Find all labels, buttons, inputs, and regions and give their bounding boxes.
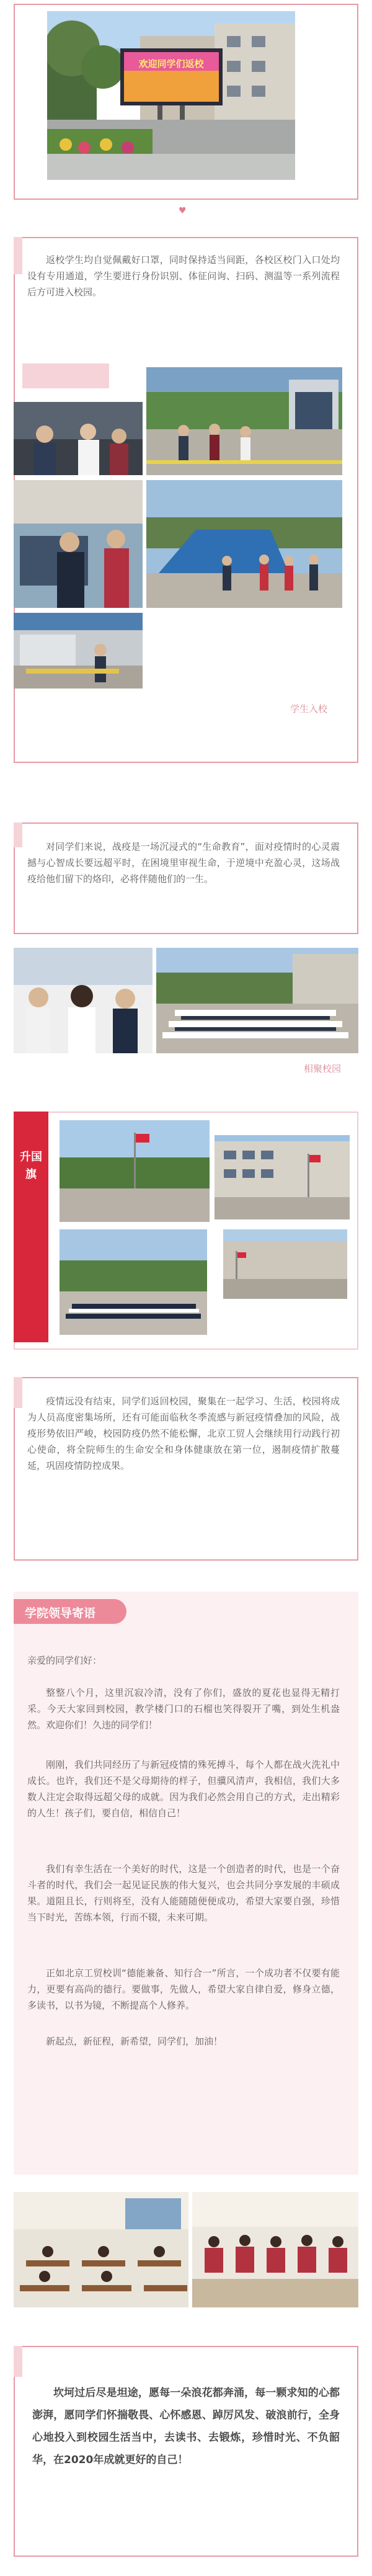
- gathering-photo-2: [156, 948, 358, 1053]
- message-paragraph-4: 正如北京工贸校训“德能兼备、知行合一”所言，一个成功者不仅要有能力，更要有高尚的德行。要做事，先做人，希望大家自律自爱，修身立德，多读书，以书为镜，不断提高个人修养。: [27, 1968, 340, 2011]
- flag-raising-tag: [14, 1112, 48, 1342]
- closing-paragraph: 坎坷过后尽是坦途，愿每一朵浪花都奔涌，每一颗求知的心都澎湃，愿同学们怀揣敬畏、心怀感恩、踔厉风发、破浪前行，全身心地投入到校园生活当中，去读书、去锻炼，珍惜时光、不负韶华，在2020年成就更好的自己！: [32, 2387, 340, 2466]
- pink-strip: [22, 363, 109, 388]
- message-greeting: 亲爱的同学们好：: [27, 1655, 102, 1666]
- message-paragraph-5: 新起点，新征程，新希望，同学们，加油！: [46, 2036, 223, 2047]
- classroom-photo-1: [14, 2192, 188, 2307]
- corner-decoration: [14, 1377, 22, 1408]
- gate-screen-text: 欢迎同学们返校: [138, 58, 204, 69]
- gathering-photo-1: [14, 948, 153, 1053]
- entry-photo-3: [14, 480, 143, 608]
- entry-caption: 学生入校: [290, 703, 328, 715]
- flag-photo-2: [215, 1135, 350, 1219]
- message-title: 学院领导寄语: [25, 1607, 96, 1620]
- entry-photo-4: [146, 480, 342, 608]
- classroom-photo-2: [192, 2192, 358, 2307]
- corner-decoration: [14, 2346, 22, 2377]
- message-paragraph-1: 整整八个月，这里沉寂冷清，没有了你们，盛放的夏花也显得无精打采。今天大家回到校园，教学楼门口的石榴也笑得裂开了嘴，到处生机盎然。欢迎你们！久违的同学们！: [27, 1687, 340, 1731]
- control-paragraph: 疫情远没有结束，同学们返回校园，聚集在一起学习、生活，校园将成为人员高度密集场所，还有可能面临秋冬季流感与新冠疫情叠加的风险，战疫形势依旧严峻，校园防疫仍然不能松懈，北京工贸人会继续用行动践行初心使命，将全院师生的生命安全和身体健康放在第一位，遏制疫情扩散蔓延，巩固疫情防控成果。: [27, 1396, 340, 1471]
- campus-gate-photo: [47, 11, 295, 180]
- entry-photo-1: [14, 402, 143, 475]
- gathering-caption: 相聚校园: [304, 1063, 342, 1074]
- flag-photo-3: [60, 1229, 207, 1335]
- flag-raising-label: 升国旗: [20, 1151, 42, 1181]
- flag-photo-1: [60, 1120, 210, 1222]
- message-paragraph-3: 我们有幸生活在一个美好的时代，这是一个创造者的时代，也是一个奋斗者的时代，我们会一起见证民族的伟大复兴，也会共同分享发展的丰硕成果。道阻且长，行则将至，没有人能随随便便成功，希望大家要自强，珍惜当下时光，苦练本领，行而不辍，未来可期。: [27, 1863, 340, 1923]
- entry-photo-5: [14, 613, 143, 689]
- heart-icon: ♥: [179, 206, 187, 216]
- entry-paragraph: 返校学生均自觉佩戴好口罩，同时保持适当间距，各校区校门入口处均设有专用通道，学生要进行身份识别、体征问询、扫码、测温等一系列流程后方可进入校园。: [27, 254, 340, 298]
- message-paragraph-2: 刚刚，我们共同经历了与新冠疫情的殊死搏斗，每个人都在战火洗礼中成长。也许，我们还不是父母期待的样子，但骥风清声，我相信，我们大多数人注定会取得远超父母的成就。因为我们必然会用自己的方式，走出精彩的人生！孩子们，要自信，相信自己！: [27, 1759, 340, 1819]
- corner-decoration: [14, 822, 22, 847]
- corner-decoration: [14, 237, 22, 274]
- flag-photo-4: [223, 1229, 347, 1299]
- education-paragraph: 对同学们来说，战疫是一场沉浸式的“生命教育”，面对疫情时的心灵震撼与心智成长要远超平时，在困境里审视生命，于逆境中充盈心灵，这场战疫给他们留下的烙印，必将伴随他们的一生。: [27, 841, 340, 885]
- entry-photo-2: [146, 367, 342, 475]
